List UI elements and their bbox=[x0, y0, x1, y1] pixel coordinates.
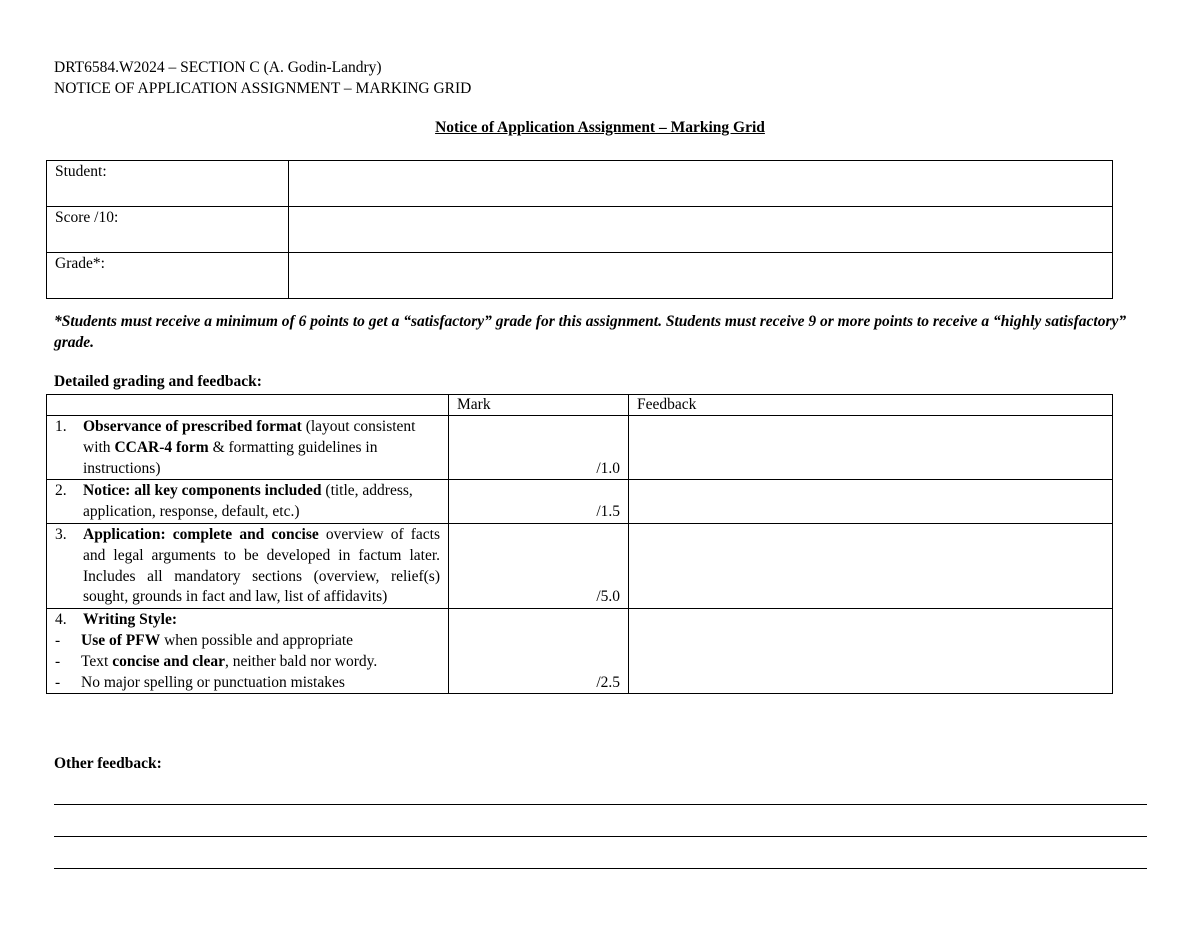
table-row bbox=[47, 609, 1113, 694]
grade-row bbox=[47, 253, 1113, 299]
criterion-title: Notice: all key components included bbox=[83, 482, 322, 500]
criterion-cell bbox=[47, 523, 449, 608]
mark-cell[interactable] bbox=[449, 609, 629, 694]
feedback-cell[interactable] bbox=[629, 609, 1113, 694]
bullet-bold: Use of PFW bbox=[81, 631, 161, 649]
student-label: Student: bbox=[47, 161, 289, 207]
bullet-pre: Text bbox=[81, 652, 113, 670]
grading-table bbox=[46, 394, 1113, 694]
max-points: /2.5 bbox=[596, 673, 620, 691]
score-label: Score /10: bbox=[47, 207, 289, 253]
criterion-number: 4. bbox=[55, 611, 67, 629]
assignment-line: NOTICE OF APPLICATION ASSIGNMENT – MARKING GRID bbox=[54, 80, 472, 97]
max-points: /1.0 bbox=[596, 459, 620, 477]
mark-cell[interactable] bbox=[449, 416, 629, 480]
student-row bbox=[47, 161, 1113, 207]
student-info-table bbox=[46, 160, 1113, 299]
bullet-text: when possible and appropriate bbox=[160, 631, 354, 649]
criterion-cell bbox=[47, 480, 449, 524]
criterion-text bbox=[83, 610, 440, 631]
list-item bbox=[55, 631, 440, 652]
grade-field[interactable] bbox=[289, 253, 1113, 299]
criterion-text bbox=[83, 417, 440, 479]
criterion-desc: overview of facts and legal arguments to be developed in factum later. Includes all mandatory sections (overview, relief(s) sought, grounds in fact and law, list of affidavits) bbox=[83, 525, 440, 606]
bullet-text: No major spelling or punctuation mistakes bbox=[81, 673, 345, 691]
score-field[interactable] bbox=[289, 207, 1113, 253]
criterion-desc: (layout consistent with bbox=[83, 418, 416, 456]
criterion-text bbox=[83, 481, 440, 523]
criterion-number: 1. bbox=[55, 418, 67, 435]
criteria-header bbox=[47, 395, 449, 416]
criterion-desc: & formatting guidelines in instructions) bbox=[83, 438, 378, 477]
feedback-line[interactable] bbox=[54, 836, 1147, 837]
feedback-cell[interactable] bbox=[629, 416, 1113, 480]
course-line: DRT6584.W2024 – SECTION C (A. Godin-Landry) bbox=[54, 59, 382, 76]
feedback-line[interactable] bbox=[54, 868, 1147, 869]
bullet-dash: - bbox=[55, 673, 61, 691]
grading-table-header bbox=[47, 395, 1113, 416]
table-row bbox=[47, 416, 1113, 480]
max-points: /1.5 bbox=[596, 503, 620, 521]
bullet-dash: - bbox=[55, 631, 61, 649]
criterion-cell bbox=[47, 609, 449, 694]
mark-cell[interactable] bbox=[449, 480, 629, 524]
criterion-number: 3. bbox=[55, 525, 67, 543]
criterion-form: CCAR-4 form bbox=[114, 438, 209, 456]
detailed-grading-heading: Detailed grading and feedback: bbox=[54, 373, 262, 390]
grading-note: *Students must receive a minimum of 6 points to get a “satisfactory” grade for this assignment. Students must receive 9 or more points to receive a “highly satisfactory” grade. bbox=[54, 313, 1127, 351]
list-item bbox=[55, 652, 440, 673]
mark-header: Mark bbox=[449, 395, 629, 416]
list-item bbox=[55, 673, 440, 694]
table-row bbox=[47, 480, 1113, 524]
criterion-title: Writing Style: bbox=[83, 611, 177, 629]
writing-style-list bbox=[55, 631, 440, 693]
mark-cell[interactable] bbox=[449, 523, 629, 608]
feedback-header: Feedback bbox=[629, 395, 1113, 416]
criterion-title: Observance of prescribed format bbox=[83, 418, 302, 435]
criterion-number: 2. bbox=[55, 482, 67, 500]
student-field[interactable] bbox=[289, 161, 1113, 207]
criterion-title: Application: complete and concise bbox=[83, 525, 319, 543]
feedback-cell[interactable] bbox=[629, 523, 1113, 608]
feedback-line[interactable] bbox=[54, 804, 1147, 805]
bullet-dash: - bbox=[55, 652, 61, 670]
other-feedback-heading: Other feedback: bbox=[54, 755, 162, 772]
criterion-cell bbox=[47, 416, 449, 480]
max-points: /5.0 bbox=[596, 588, 620, 606]
feedback-cell[interactable] bbox=[629, 480, 1113, 524]
criterion-desc: (title, address, application, response, default, etc.) bbox=[83, 482, 413, 521]
grade-label: Grade*: bbox=[47, 253, 289, 299]
document-header bbox=[54, 57, 471, 99]
bullet-bold: concise and clear bbox=[112, 652, 225, 670]
bullet-text: , neither bald nor wordy. bbox=[225, 652, 378, 670]
criterion-text bbox=[83, 525, 440, 608]
table-row bbox=[47, 523, 1113, 608]
score-row bbox=[47, 207, 1113, 253]
page-title: Notice of Application Assignment – Marking Grid bbox=[435, 119, 765, 136]
